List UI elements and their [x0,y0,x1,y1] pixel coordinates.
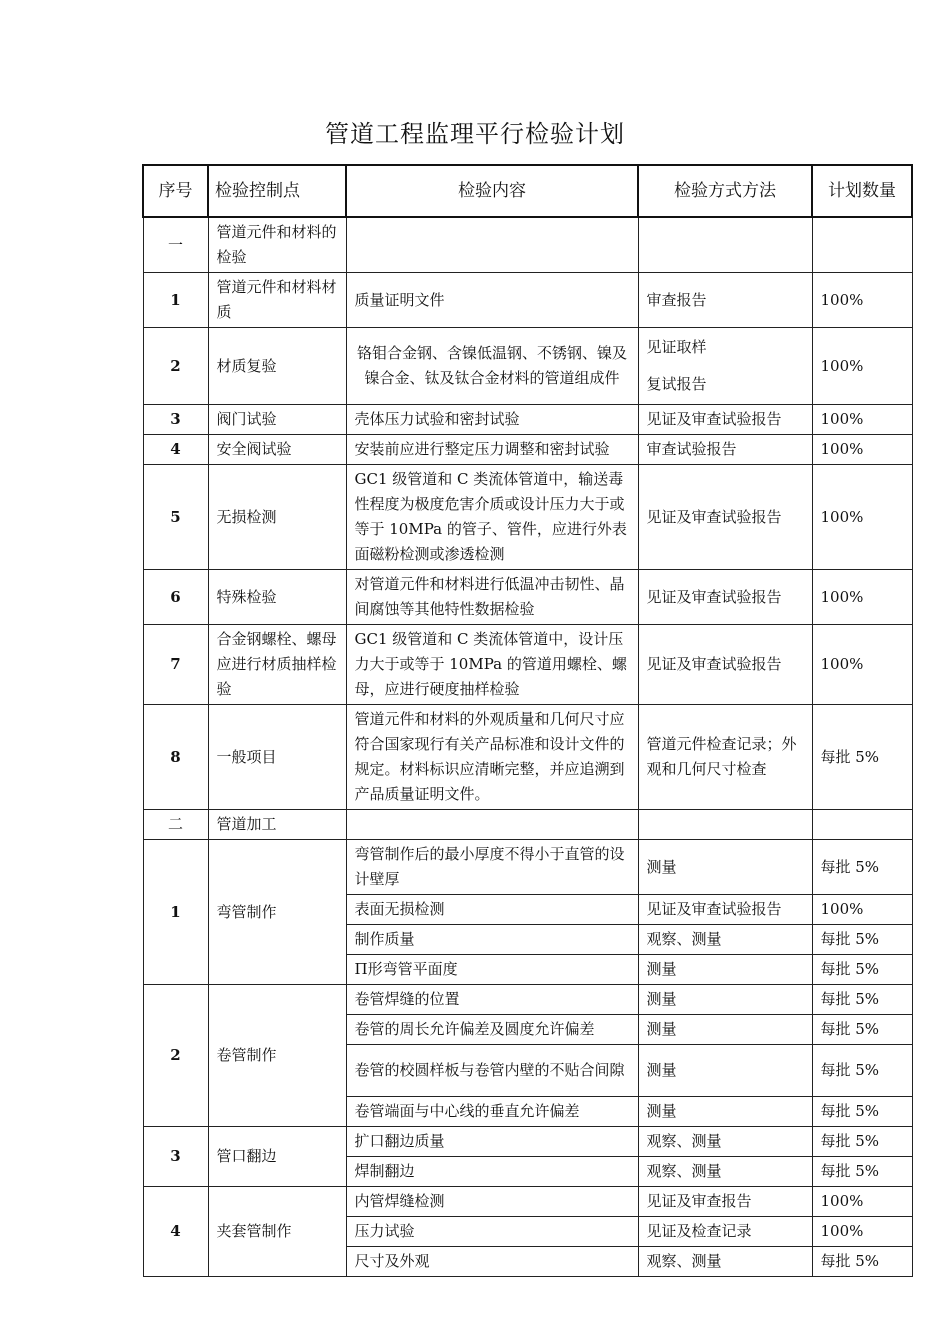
row-quantity: 每批 5% [812,1097,912,1127]
row-method: 审查报告 [638,273,812,328]
row-method: 见证及审查试验报告 [638,625,812,705]
row-quantity: 每批 5% [812,955,912,985]
row-method: 见证及审查试验报告 [638,895,812,925]
table-row [143,1127,912,1157]
row-content: 壳体压力试验和密封试验 [346,405,638,435]
group-no: 2 [143,985,208,1127]
row-quantity: 每批 5% [812,925,912,955]
group-no: 1 [143,840,208,985]
group-control-point: 夹套管制作 [208,1187,346,1277]
row-content: 卷管的周长允许偏差及圆度允许偏差 [346,1015,638,1045]
row-control-point: 特殊检验 [208,570,346,625]
row-no: 3 [143,405,208,435]
row-method: 观察、测量 [638,1247,812,1277]
row-content: 压力试验 [346,1217,638,1247]
row-control-point: 无损检测 [208,465,346,570]
row-quantity: 100% [812,328,912,405]
row-content: GC1 级管道和 C 类流体管道中，设计压力大于或等于 10MPa 的管道用螺栓、螺母，应进行硬度抽样检验 [346,625,638,705]
row-content: 尺寸及外观 [346,1247,638,1277]
row-control-point: 一般项目 [208,705,346,810]
table-row [143,405,912,435]
row-content: GC1 级管道和 C 类流体管道中，输送毒性程度为极度危害介质或设计压力大于或等于 10MPa 的管子、管件，应进行外表面磁粉检测或渗透检测 [346,465,638,570]
section-name: 管道加工 [208,810,346,840]
row-method: 见证及审查试验报告 [638,465,812,570]
header-control-point: 检验控制点 [208,165,346,217]
group-control-point: 卷管制作 [208,985,346,1127]
row-content: 卷管焊缝的位置 [346,985,638,1015]
table-row [143,435,912,465]
table-row [143,273,912,328]
row-quantity: 每批 5% [812,705,912,810]
row-no: 1 [143,273,208,328]
header-no: 序号 [143,165,208,217]
row-content: Π形弯管平面度 [346,955,638,985]
row-quantity: 100% [812,465,912,570]
table-row [143,328,912,405]
row-quantity: 100% [812,1187,912,1217]
section-no: 二 [143,810,208,840]
row-method: 审查试验报告 [638,435,812,465]
header-content: 检验内容 [346,165,638,217]
row-content: 弯管制作后的最小厚度不得小于直管的设计壁厚 [346,840,638,895]
row-quantity: 每批 5% [812,1015,912,1045]
section-row [143,810,912,840]
row-quantity: 每批 5% [812,1045,912,1097]
row-quantity: 100% [812,273,912,328]
row-content: 表面无损检测 [346,895,638,925]
table-row [143,465,912,570]
row-quantity: 100% [812,405,912,435]
row-quantity: 100% [812,1217,912,1247]
group-no: 3 [143,1127,208,1187]
group-no: 4 [143,1187,208,1277]
row-quantity: 100% [812,625,912,705]
table-row [143,985,912,1015]
row-method [638,328,812,405]
row-control-point: 安全阀试验 [208,435,346,465]
row-method: 管道元件检查记录；外观和几何尺寸检查 [638,705,812,810]
table-row [143,705,912,810]
row-quantity: 每批 5% [812,985,912,1015]
section-name: 管道元件和材料的检验 [208,217,346,273]
row-quantity: 100% [812,435,912,465]
row-quantity: 100% [812,570,912,625]
row-content: 制作质量 [346,925,638,955]
table-row [143,1187,912,1217]
row-content: 对管道元件和材料进行低温冲击韧性、晶间腐蚀等其他特性数据检验 [346,570,638,625]
row-method: 测量 [638,1097,812,1127]
row-control-point: 材质复验 [208,328,346,405]
row-method: 测量 [638,955,812,985]
row-method: 见证及审查试验报告 [638,570,812,625]
header-method: 检验方式方法 [638,165,812,217]
row-control-point: 合金钢螺栓、螺母应进行材质抽样检验 [208,625,346,705]
row-no: 4 [143,435,208,465]
row-method: 见证及检查记录 [638,1217,812,1247]
row-no: 6 [143,570,208,625]
row-no: 5 [143,465,208,570]
row-method: 见证及审查报告 [638,1187,812,1217]
row-method: 见证及审查试验报告 [638,405,812,435]
row-quantity: 每批 5% [812,1127,912,1157]
row-method: 观察、测量 [638,1127,812,1157]
row-method-line: 见证取样 [646,338,707,356]
row-quantity: 每批 5% [812,1157,912,1187]
row-method: 观察、测量 [638,925,812,955]
inspection-plan-table [142,164,913,1277]
row-method: 观察、测量 [638,1157,812,1187]
row-content: 铬钼合金钢、含镍低温钢、不锈钢、镍及镍合金、钛及钛合金材料的管道组成件 [346,328,638,405]
row-method-line: 复试报告 [646,375,707,393]
header-quantity: 计划数量 [812,165,912,217]
row-content: 扩口翻边质量 [346,1127,638,1157]
group-control-point: 弯管制作 [208,840,346,985]
row-quantity: 每批 5% [812,1247,912,1277]
table-row [143,840,912,895]
row-content: 安装前应进行整定压力调整和密封试验 [346,435,638,465]
section-row [143,217,912,273]
row-no: 7 [143,625,208,705]
table-header-row [143,165,912,217]
group-control-point: 管口翻边 [208,1127,346,1187]
row-content: 焊制翻边 [346,1157,638,1187]
row-content: 质量证明文件 [346,273,638,328]
page-title: 管道工程监理平行检验计划 [325,120,625,148]
row-content: 卷管的校圆样板与卷管内壁的不贴合间隙 [346,1045,638,1097]
row-control-point: 管道元件和材料材质 [208,273,346,328]
table-row [143,570,912,625]
row-content: 管道元件和材料的外观质量和几何尺寸应符合国家现行有关产品标准和设计文件的规定。材料标识应清晰完整，并应追溯到产品质量证明文件。 [346,705,638,810]
row-quantity: 100% [812,895,912,925]
row-method: 测量 [638,985,812,1015]
section-no: 一 [143,217,208,273]
row-quantity: 每批 5% [812,840,912,895]
row-method: 测量 [638,1015,812,1045]
row-no: 8 [143,705,208,810]
row-control-point: 阀门试验 [208,405,346,435]
row-content: 卷管端面与中心线的垂直允许偏差 [346,1097,638,1127]
row-content: 内管焊缝检测 [346,1187,638,1217]
row-method: 测量 [638,840,812,895]
table-row [143,625,912,705]
row-no: 2 [143,328,208,405]
row-method: 测量 [638,1045,812,1097]
